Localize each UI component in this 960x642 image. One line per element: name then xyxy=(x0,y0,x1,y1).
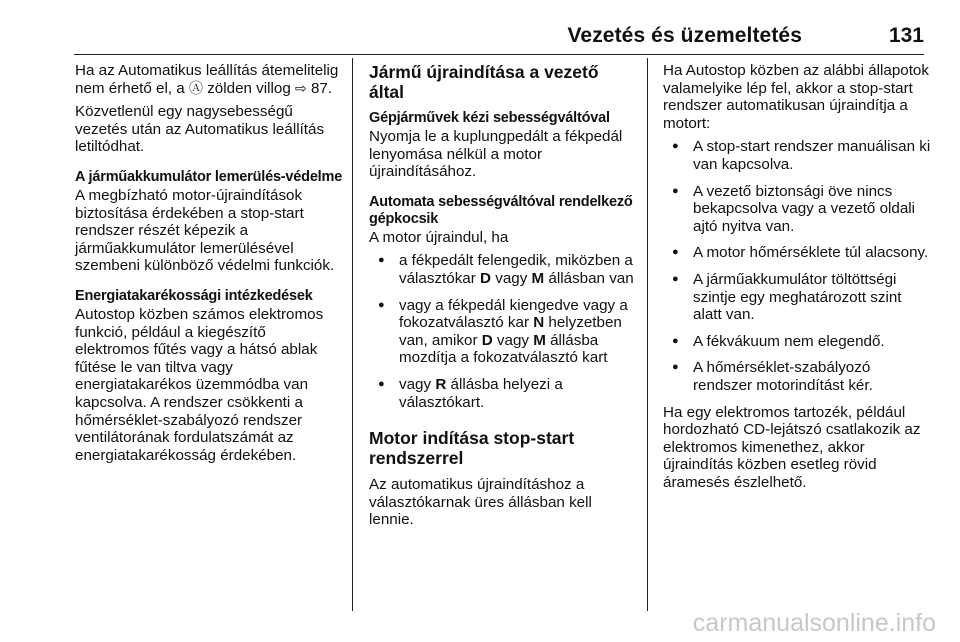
heading-battery-protection: A járműakkumulátor lemerülés-védelme xyxy=(75,168,343,185)
list-item: ● A stop-start rendszer manuálisan ki van kapcsolva. xyxy=(663,138,933,173)
list-item: ● A motor hőmérséklete túl alacsony. xyxy=(663,244,933,262)
paragraph-automatic-transmission: A motor újraindul, ha xyxy=(369,228,509,246)
column-1 xyxy=(75,62,343,470)
list-item: ● A hőmérséklet-szabályozó rendszer motorindítást kér. xyxy=(663,359,933,394)
list-item: ● A vezető biztonsági öve nincs bekapcsolva vagy a vezető oldali ajtó nyitva van. xyxy=(663,183,933,236)
paragraph-engine-start: Az automatikus újraindításhoz a választókarnak üres állásban kell lennie. xyxy=(369,476,592,529)
paragraph-power-dip: Ha egy elektromos tartozék, például hordozható CD-lejátszó csatlakozik az elektromos kimenethez, akkor újraindítás közben esetleg rövid áramesés észlelhető. xyxy=(663,403,921,491)
list-item: ● vagy a fékpedál kiengedve vagy a fokozatválasztó kar N helyzetben van, amikor D vagy M állásba mozdítja a fokozatválasztó kart xyxy=(369,297,637,367)
list-item: ● vagy R állásba helyezi a választókart. xyxy=(369,376,637,411)
heading-driver-restart: Jármű újraindítása a vezető által xyxy=(369,62,599,102)
column-3 xyxy=(663,62,933,497)
watermark: carmanualsonline.info xyxy=(692,609,936,637)
heading-automatic-transmission: Automata sebességváltóval rendelkező gépkocsik xyxy=(369,193,633,227)
column-divider-1 xyxy=(352,58,353,611)
auto-restart-conditions-list xyxy=(663,138,933,394)
autostop-indicator-icon: Ⓐ xyxy=(188,79,203,96)
paragraph-autostop-unavailable: Ha az Automatikus leállítás átemelitelig nem érhető el, a Ⓐ zölden villog ⇨ 87. xyxy=(75,62,339,97)
list-item: ● a fékpedált felengedik, miközben a választókar D vagy M állásban van xyxy=(369,252,637,287)
heading-manual-transmission: Gépjárművek kézi sebességváltóval xyxy=(369,110,610,126)
heading-energy-saving: Energiatakarékossági intézkedések xyxy=(75,287,313,304)
paragraph-high-speed: Közvetlenül egy nagysebességű vezetés után az Automatikus leállítás letiltódhat. xyxy=(75,103,325,156)
paragraph-manual-transmission: Nyomja le a kuplungpedált a fékpedál lenyomása nélkül a motor újraindításához. xyxy=(369,128,623,181)
paragraph-energy-saving: Autostop közben számos elektromos funkció, például a kiegészítő elektromos fűtés vagy a hátsó ablak fűtése le van tiltva vagy energiatakarékos üzemmódba van kapcsolva. A rendszer csökkenti a hőmérséklet-szabályozó rendszer ventilátorának fordulatszámát az energiatakarékosság érdekében. xyxy=(75,305,324,464)
paragraph-battery-protection: A megbízható motor-újraindítások biztosítása érdekében a stop-start rendszer részét képezik a járműakkumulátor lemerülésével szembeni különböző védelmi funkciók. xyxy=(75,186,335,275)
heading-engine-start: Motor indítása stop-start rendszerrel xyxy=(369,428,575,469)
header-divider xyxy=(74,54,924,55)
list-item: ● A járműakkumulátor töltöttségi szintje egy meghatározott szint alatt van. xyxy=(663,271,933,324)
column-divider-2 xyxy=(647,58,648,611)
column-2 xyxy=(369,62,637,535)
page-number: 131 xyxy=(888,24,924,47)
list-item: ● A fékvákuum nem elegendő. xyxy=(663,333,933,351)
paragraph-auto-restart-intro: Ha Autostop közben az alábbi állapotok valamelyike lép fel, akkor a stop-start rendszer automatikusan újraindítja a motort: xyxy=(663,62,929,132)
header-title: Vezetés és üzemeltetés xyxy=(567,24,802,47)
page-reference-arrow-icon: ⇨ xyxy=(295,79,307,96)
restart-conditions-list xyxy=(369,252,637,411)
page-reference[interactable]: 87. xyxy=(306,79,333,97)
